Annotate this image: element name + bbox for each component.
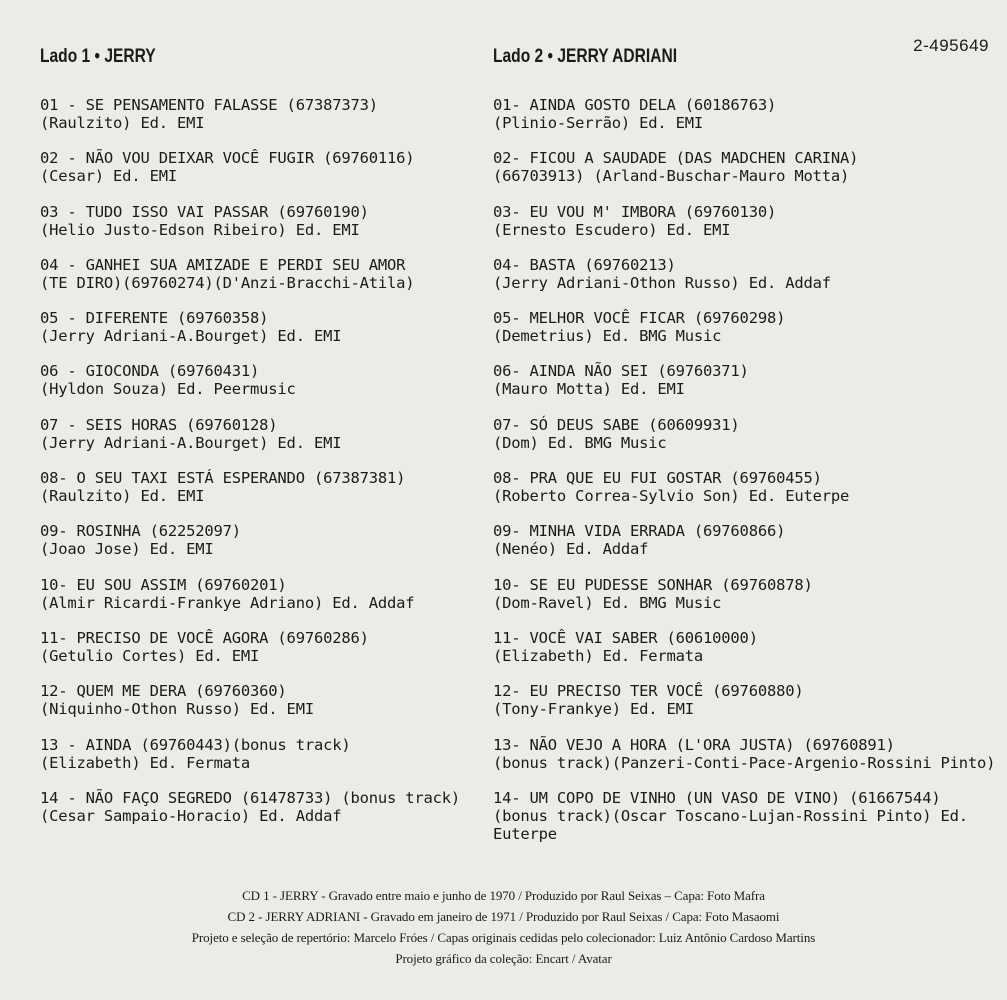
track-credit: (Getulio Cortes) Ed. EMI bbox=[40, 646, 260, 665]
track-title: 11- PRECISO DE VOCÊ AGORA (69760286) bbox=[40, 628, 369, 647]
track-item bbox=[493, 96, 993, 149]
track-title: 06- AINDA NÃO SEI (69760371) bbox=[493, 362, 749, 381]
track-title: 02- FICOU A SAUDADE (DAS MADCHEN CARINA) bbox=[493, 149, 859, 168]
track-title: 11- VOCÊ VAI SABER (60610000) bbox=[493, 628, 758, 647]
track-item bbox=[40, 682, 480, 735]
track-item bbox=[40, 789, 480, 842]
track-credit: (Raulzito) Ed. EMI bbox=[40, 114, 205, 132]
track-credit: (Dom-Ravel) Ed. BMG Music bbox=[493, 593, 722, 612]
track-title: 13- NÃO VEJO A HORA (L'ORA JUSTA) (69760891) bbox=[493, 735, 895, 754]
credit-line: CD 2 - JERRY ADRIANI - Gravado em janeiro de 1971 / Produzido por Raul Seixas / Capa: Foto Masaomi bbox=[227, 909, 780, 924]
track-item bbox=[40, 96, 480, 149]
track-credit: (Nenéo) Ed. Addaf bbox=[493, 540, 649, 559]
catalog-number: 2-495649 bbox=[913, 36, 989, 55]
track-credit: (Roberto Correa-Sylvio Son) Ed. Euterpe bbox=[493, 487, 850, 506]
track-title: 14 - NÃO FAÇO SEGREDO (61478733) (bonus track) bbox=[40, 788, 461, 807]
track-title: 12- QUEM ME DERA (69760360) bbox=[40, 682, 287, 701]
track-item bbox=[493, 735, 996, 789]
track-item bbox=[493, 682, 993, 735]
track-item bbox=[493, 576, 993, 629]
track-title: 05- MELHOR VOCÊ FICAR (69760298) bbox=[493, 309, 786, 328]
track-credit: (Jerry Adriani-Othon Russo) Ed. Addaf bbox=[493, 273, 831, 292]
track-title: 03- EU VOU M' IMBORA (69760130) bbox=[493, 202, 777, 221]
track-item bbox=[493, 362, 993, 415]
track-item bbox=[493, 149, 993, 202]
track-title: 07- SÓ DEUS SABE (60609931) bbox=[493, 415, 740, 434]
track-item bbox=[40, 469, 480, 522]
track-credit: (Jerry Adriani-A.Bourget) Ed. EMI bbox=[40, 433, 342, 452]
track-item bbox=[493, 203, 993, 256]
track-credit: (TE DIRO)(69760274)(D'Anzi-Bracchi-Atila) bbox=[40, 273, 415, 292]
track-credit: (Dom) Ed. BMG Music bbox=[493, 433, 667, 452]
side-1-tracklist bbox=[40, 96, 480, 842]
track-credit: (Raulzito) Ed. EMI bbox=[40, 487, 205, 506]
track-item bbox=[493, 309, 993, 362]
track-item bbox=[493, 469, 993, 522]
side-2-tracklist bbox=[493, 96, 996, 843]
track-title: 08- PRA QUE EU FUI GOSTAR (69760455) bbox=[493, 469, 822, 488]
track-credit: (Demetrius) Ed. BMG Music bbox=[493, 327, 722, 346]
track-credit: (Hyldon Souza) Ed. Peermusic bbox=[40, 380, 296, 399]
production-credits bbox=[0, 885, 1007, 969]
track-credit: (Helio Justo-Edson Ribeiro) Ed. EMI bbox=[40, 220, 360, 239]
track-item bbox=[40, 736, 480, 789]
track-item bbox=[40, 309, 480, 362]
track-item bbox=[40, 203, 480, 256]
track-credit: (Elizabeth) Ed. Fermata bbox=[493, 646, 704, 665]
track-item bbox=[40, 416, 480, 469]
track-credit: (bonus track)(Panzeri-Conti-Pace-Argenio-Rossini Pinto) bbox=[493, 753, 996, 772]
side-1-heading: Lado 1 • JERRY bbox=[40, 46, 156, 67]
track-credit: (Cesar Sampaio-Horacio) Ed. Addaf bbox=[40, 806, 342, 825]
track-credit: (66703913) (Arland-Buschar-Mauro Motta) bbox=[493, 167, 850, 186]
track-credit: (Plinio-Serrão) Ed. EMI bbox=[493, 114, 704, 132]
track-title: 13 - AINDA (69760443)(bonus track) bbox=[40, 735, 351, 754]
credit-line: Projeto gráfico da coleção: Encart / Avatar bbox=[395, 951, 612, 966]
track-title: 10- EU SOU ASSIM (69760201) bbox=[40, 575, 287, 594]
track-title: 04- BASTA (69760213) bbox=[493, 255, 676, 274]
track-title: 03 - TUDO ISSO VAI PASSAR (69760190) bbox=[40, 202, 369, 221]
track-title: 07 - SEIS HORAS (69760128) bbox=[40, 415, 278, 434]
track-item bbox=[493, 789, 993, 842]
track-item bbox=[493, 256, 993, 309]
track-title: 02 - NÃO VOU DEIXAR VOCÊ FUGIR (69760116) bbox=[40, 149, 415, 168]
track-title: 04 - GANHEI SUA AMIZADE E PERDI SEU AMOR bbox=[40, 255, 406, 274]
track-title: 09- ROSINHA (62252097) bbox=[40, 522, 241, 541]
track-item bbox=[40, 256, 480, 309]
credit-line: CD 1 - JERRY - Gravado entre maio e junho de 1970 / Produzido por Raul Seixas – Capa: Foto Mafra bbox=[242, 888, 765, 903]
track-item bbox=[40, 149, 480, 202]
track-title: 05 - DIFERENTE (69760358) bbox=[40, 309, 269, 328]
track-credit: (Mauro Motta) Ed. EMI bbox=[493, 380, 685, 399]
track-title: 14- UM COPO DE VINHO (UN VASO DE VINO) (61667544) bbox=[493, 788, 941, 807]
track-title: 01 - SE PENSAMENTO FALASSE (67387373) bbox=[40, 96, 378, 114]
track-item bbox=[493, 416, 993, 469]
side-2-heading: Lado 2 • JERRY ADRIANI bbox=[493, 46, 678, 67]
track-credit: (Niquinho-Othon Russo) Ed. EMI bbox=[40, 700, 314, 719]
track-credit: (Almir Ricardi-Frankye Adriano) Ed. Addaf bbox=[40, 593, 415, 612]
track-title: 10- SE EU PUDESSE SONHAR (69760878) bbox=[493, 575, 813, 594]
track-credit-continued: Euterpe bbox=[493, 824, 557, 843]
track-title: 12- EU PRECISO TER VOCÊ (69760880) bbox=[493, 682, 804, 701]
track-item bbox=[40, 362, 480, 415]
track-credit: (Jerry Adriani-A.Bourget) Ed. EMI bbox=[40, 327, 342, 346]
track-credit: (Elizabeth) Ed. Fermata bbox=[40, 753, 251, 772]
track-title: 01- AINDA GOSTO DELA (60186763) bbox=[493, 96, 777, 114]
side-1-column bbox=[40, 42, 480, 842]
side-2-column bbox=[493, 42, 996, 843]
track-title: 06 - GIOCONDA (69760431) bbox=[40, 362, 260, 381]
track-item bbox=[40, 522, 480, 575]
track-title: 09- MINHA VIDA ERRADA (69760866) bbox=[493, 522, 786, 541]
track-title: 08- O SEU TAXI ESTÁ ESPERANDO (67387381) bbox=[40, 469, 406, 488]
track-credit: (Ernesto Escudero) Ed. EMI bbox=[493, 220, 731, 239]
track-item bbox=[493, 522, 993, 575]
track-credit: (bonus track)(Oscar Toscano-Lujan-Rossini Pinto) Ed. bbox=[493, 806, 968, 825]
track-credit: (Cesar) Ed. EMI bbox=[40, 167, 177, 186]
track-item bbox=[40, 576, 480, 629]
track-credit: (Joao Jose) Ed. EMI bbox=[40, 540, 214, 559]
track-item bbox=[40, 629, 480, 682]
credit-line: Projeto e seleção de repertório: Marcelo Fróes / Capas originais cedidas pelo colecionador: Luiz Antônio Cardoso Martins bbox=[191, 930, 816, 945]
track-credit: (Tony-Frankye) Ed. EMI bbox=[493, 700, 694, 719]
track-item bbox=[493, 629, 993, 682]
